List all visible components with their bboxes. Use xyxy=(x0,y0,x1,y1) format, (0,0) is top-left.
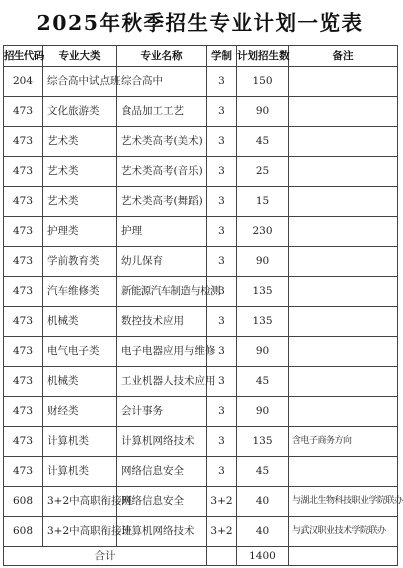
header-major: 专业名称 xyxy=(117,46,207,67)
cell-category: 机械类 xyxy=(43,307,117,337)
table-row xyxy=(4,457,398,487)
table-row xyxy=(4,97,398,127)
cell-major: 食品加工工艺 xyxy=(117,97,207,127)
cell-plan: 135 xyxy=(237,307,289,337)
cell-years: 3 xyxy=(207,127,237,157)
header-category: 专业大类 xyxy=(43,46,117,67)
header-note: 备注 xyxy=(289,46,398,67)
table-row xyxy=(4,367,398,397)
total-years-cell xyxy=(207,547,237,566)
table-row xyxy=(4,487,398,517)
cell-major: 护理 xyxy=(117,217,207,247)
table-row xyxy=(4,67,398,97)
cell-category: 3+2中高职衔接班 xyxy=(43,517,117,547)
table-row xyxy=(4,397,398,427)
cell-category: 艺术类 xyxy=(43,127,117,157)
cell-years: 3 xyxy=(207,427,237,457)
cell-major: 工业机器人技术应用 xyxy=(117,367,207,397)
cell-plan: 40 xyxy=(237,517,289,547)
cell-code: 473 xyxy=(4,397,43,427)
cell-code: 473 xyxy=(4,307,43,337)
cell-note xyxy=(289,97,398,127)
cell-note xyxy=(289,187,398,217)
table-row xyxy=(4,217,398,247)
table-row xyxy=(4,427,398,457)
cell-category: 3+2中高职衔接班 xyxy=(43,487,117,517)
cell-plan: 90 xyxy=(237,97,289,127)
table-row xyxy=(4,247,398,277)
table-row xyxy=(4,277,398,307)
total-row xyxy=(4,547,398,566)
cell-code: 608 xyxy=(4,487,43,517)
cell-major: 网络信息安全 xyxy=(117,457,207,487)
cell-years: 3 xyxy=(207,97,237,127)
cell-code: 608 xyxy=(4,517,43,547)
cell-plan: 150 xyxy=(237,67,289,97)
total-note-cell xyxy=(289,547,398,566)
cell-years: 3 xyxy=(207,187,237,217)
cell-major: 幼儿保育 xyxy=(117,247,207,277)
cell-major: 电子电器应用与维修 xyxy=(117,337,207,367)
cell-code: 473 xyxy=(4,427,43,457)
cell-note xyxy=(289,217,398,247)
cell-years: 3 xyxy=(207,277,237,307)
table-row xyxy=(4,127,398,157)
cell-note xyxy=(289,67,398,97)
cell-major: 综合高中 xyxy=(117,67,207,97)
table-row xyxy=(4,187,398,217)
table-header-row xyxy=(4,46,398,67)
header-code: 招生代码 xyxy=(4,46,43,67)
cell-code: 473 xyxy=(4,187,43,217)
table-row xyxy=(4,307,398,337)
cell-major: 艺术类高考(音乐) xyxy=(117,157,207,187)
cell-plan: 90 xyxy=(237,337,289,367)
cell-years: 3 xyxy=(207,397,237,427)
cell-major: 网络信息安全 xyxy=(117,487,207,517)
cell-years: 3 xyxy=(207,247,237,277)
table-row xyxy=(4,517,398,547)
cell-note xyxy=(289,307,398,337)
cell-category: 财经类 xyxy=(43,397,117,427)
cell-category: 艺术类 xyxy=(43,187,117,217)
cell-major: 艺术类高考(美术) xyxy=(117,127,207,157)
page-title: 2025年秋季招生专业计划一览表 xyxy=(36,11,364,35)
cell-category: 艺术类 xyxy=(43,157,117,187)
cell-plan: 45 xyxy=(237,127,289,157)
cell-plan: 15 xyxy=(237,187,289,217)
cell-category: 综合高中试点班 xyxy=(43,67,117,97)
cell-major: 数控技术应用 xyxy=(117,307,207,337)
header-plan: 计划招生数 xyxy=(237,46,289,67)
cell-years: 3 xyxy=(207,457,237,487)
cell-category: 机械类 xyxy=(43,367,117,397)
cell-note xyxy=(289,277,398,307)
cell-note: 与湖北生物科技职业学院联办 xyxy=(289,487,398,517)
cell-plan: 135 xyxy=(237,277,289,307)
cell-note xyxy=(289,457,398,487)
cell-years: 3 xyxy=(207,367,237,397)
cell-note xyxy=(289,247,398,277)
cell-category: 学前教育类 xyxy=(43,247,117,277)
cell-major: 计算机网络技术 xyxy=(117,427,207,457)
cell-note xyxy=(289,127,398,157)
cell-code: 473 xyxy=(4,127,43,157)
table-row xyxy=(4,337,398,367)
table-body xyxy=(4,67,403,547)
cell-code: 473 xyxy=(4,217,43,247)
cell-years: 3 xyxy=(207,157,237,187)
cell-years: 3 xyxy=(207,307,237,337)
cell-major: 新能源汽车制造与检测 xyxy=(117,277,207,307)
cell-note xyxy=(289,157,398,187)
cell-code: 473 xyxy=(4,277,43,307)
cell-category: 文化旅游类 xyxy=(43,97,117,127)
cell-code: 473 xyxy=(4,247,43,277)
total-plan: 1400 xyxy=(237,547,289,566)
cell-plan: 90 xyxy=(237,397,289,427)
cell-major: 艺术类高考(舞蹈) xyxy=(117,187,207,217)
cell-category: 计算机类 xyxy=(43,457,117,487)
cell-years: 3 xyxy=(207,217,237,247)
cell-years: 3 xyxy=(207,67,237,97)
cell-years: 3+2 xyxy=(207,487,237,517)
cell-code: 473 xyxy=(4,457,43,487)
cell-plan: 90 xyxy=(237,247,289,277)
cell-note xyxy=(289,397,398,427)
cell-code: 473 xyxy=(4,157,43,187)
cell-category: 计算机类 xyxy=(43,427,117,457)
cell-code: 204 xyxy=(4,67,43,97)
cell-note: 与武汉职业技术学院联办 xyxy=(289,517,398,547)
total-label: 合计 xyxy=(4,547,207,566)
cell-code: 473 xyxy=(4,97,43,127)
enrollment-plan-table xyxy=(3,45,403,566)
cell-category: 汽车维修类 xyxy=(43,277,117,307)
cell-plan: 40 xyxy=(237,487,289,517)
cell-category: 护理类 xyxy=(43,217,117,247)
cell-category: 电气电子类 xyxy=(43,337,117,367)
table-row xyxy=(4,157,398,187)
cell-plan: 45 xyxy=(237,367,289,397)
header-years: 学制 xyxy=(207,46,237,67)
cell-plan: 45 xyxy=(237,457,289,487)
cell-major: 会计事务 xyxy=(117,397,207,427)
cell-major: 计算机网络技术 xyxy=(117,517,207,547)
cell-code: 473 xyxy=(4,367,43,397)
cell-plan: 25 xyxy=(237,157,289,187)
cell-note: 含电子商务方向 xyxy=(289,427,398,457)
cell-note xyxy=(289,337,398,367)
cell-plan: 135 xyxy=(237,427,289,457)
cell-years: 3 xyxy=(207,337,237,367)
cell-plan: 230 xyxy=(237,217,289,247)
cell-note xyxy=(289,367,398,397)
cell-code: 473 xyxy=(4,337,43,367)
cell-years: 3+2 xyxy=(207,517,237,547)
